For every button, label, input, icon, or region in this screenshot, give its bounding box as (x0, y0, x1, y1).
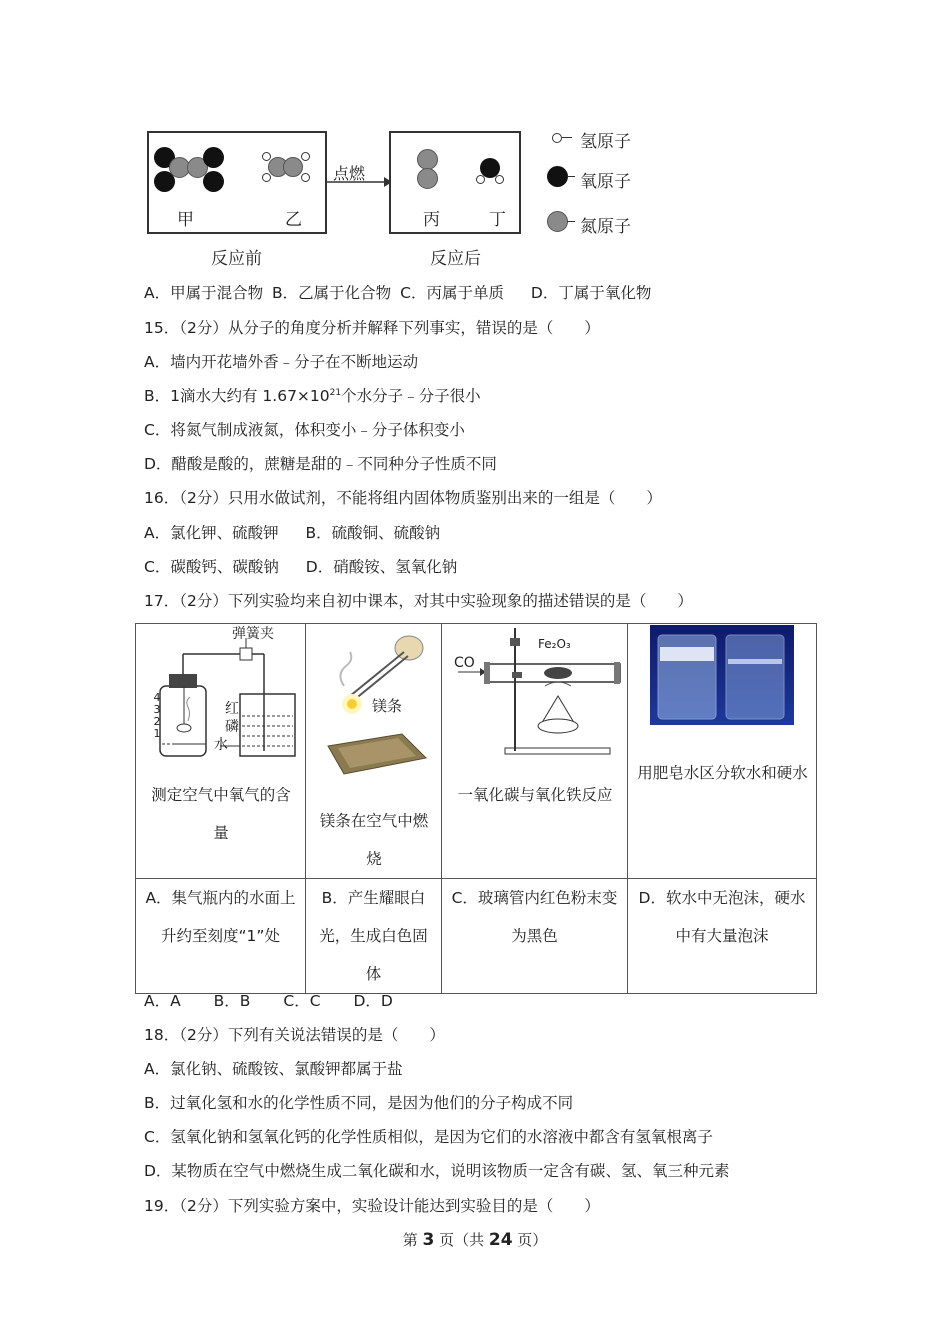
footer-page: 3 (422, 1230, 435, 1250)
footer-middle: 页（共 (434, 1231, 489, 1249)
soap-water-photo (650, 625, 794, 725)
phosphorus-label: 红磷 (225, 701, 239, 735)
water-label: 水 (214, 737, 228, 753)
nitrogen-atom (417, 168, 438, 189)
option-d-desc: D．软水中无泡沫，硬水中有大量泡沫 (628, 879, 817, 994)
q15-option-b-tail: 个水分子﹣分子很小 (341, 387, 481, 405)
q15-option-a[interactable]: A．墙内开花墙外香﹣分子在不断地运动 (144, 353, 419, 371)
experiment-1-caption: 测定空气中氧气的含量 (151, 786, 291, 842)
footer-suffix: 页） (512, 1231, 548, 1249)
magnesium-label: 镁条 (372, 697, 403, 715)
q14-option-d[interactable]: D．丁属于氧化物 (530, 284, 652, 302)
experiment-image-row (136, 624, 817, 879)
q16-stem: 16．（2分）只用水做试剂，不能将组内固体物质鉴别出来的一组是（ ） (144, 489, 662, 507)
q15-stem: 15．（2分）从分子的角度分析并解释下列事实，错误的是（ ） (144, 319, 600, 337)
q16-option-c[interactable]: C．碳酸钙、碳酸钠 (144, 558, 279, 576)
nitrogen-legend-icon (547, 211, 568, 232)
experiment-4-caption: 用肥皂水区分软水和硬水 (637, 764, 808, 782)
q17-option-a[interactable]: A．A (144, 992, 181, 1010)
scale-mark: 1 (153, 727, 161, 740)
q17-option-d[interactable]: D．D (353, 992, 393, 1010)
fe2o3-label: Fe₂O₃ (538, 637, 571, 651)
co-label: CO (454, 655, 475, 671)
q17-option-b[interactable]: B．B (213, 992, 251, 1010)
q14-option-b[interactable]: B．乙属于化合物 (272, 284, 392, 302)
q17-option-c[interactable]: C．C (283, 992, 321, 1010)
page-footer (0, 1229, 950, 1250)
q17-stem: 17．（2分）下列实验均来自初中课本，对其中实验现象的描述错误的是（ ） (144, 592, 693, 610)
oxygen-legend-icon (547, 166, 568, 187)
footer-prefix: 第 (402, 1231, 423, 1249)
experiment-4-cell (628, 624, 817, 879)
q16-option-b[interactable]: B．硫酸铜、硫酸钠 (305, 524, 441, 542)
clip-label: 弹簧夹 (232, 626, 274, 642)
oxygen-atom (203, 147, 224, 168)
q18-option-a[interactable]: A．氯化钠、硫酸铵、氯酸钾都属于盐 (144, 1060, 403, 1078)
jar-scale (153, 692, 161, 740)
q15-option-c[interactable]: C．将氮气制成液氮，体积变小﹣分子体积变小 (144, 421, 465, 439)
label-bing: 丙 (423, 210, 440, 230)
q16-option-d[interactable]: D．硝酸铵、氢氧化钠 (305, 558, 458, 576)
arrow-label: 点燃 (333, 164, 366, 183)
label-yi: 乙 (285, 210, 302, 230)
before-label: 反应前 (211, 249, 262, 269)
q15-option-d[interactable]: D．醋酸是酸的，蔗糖是甜的﹣不同种分子性质不同 (144, 455, 497, 473)
experiment-3-caption: 一氧化碳与氧化铁反应 (457, 786, 613, 804)
before-box (147, 131, 327, 234)
nitrogen-atom (283, 157, 303, 177)
nitrogen-atom (417, 149, 438, 170)
q14-option-c[interactable]: C．丙属于单质 (400, 284, 504, 302)
option-a-desc: A．集气瓶内的水面上升约至刻度“1”处 (136, 879, 306, 994)
option-c-desc: C．玻璃管内红色粉末变为黑色 (442, 879, 628, 994)
experiment-table (135, 623, 817, 994)
q18-option-b[interactable]: B．过氧化氢和水的化学性质不同，是因为他们的分子构成不同 (144, 1094, 574, 1112)
q19-stem: 19．（2分）下列实验方案中，实验设计能达到实验目的是（ ） (144, 1197, 600, 1215)
hydrogen-atom (495, 175, 504, 184)
experiment-desc-row (136, 879, 817, 994)
after-box (389, 131, 521, 234)
q15-option-b[interactable] (144, 386, 481, 406)
hydrogen-atom (301, 173, 310, 182)
experiment-2-cell (306, 624, 442, 879)
q18-option-c[interactable]: C．氢氧化钠和氢氧化钙的化学性质相似，是因为它们的水溶液中都含有氢氧根离子 (144, 1128, 713, 1146)
legend-nitrogen: 氮原子 (580, 217, 631, 237)
label-jia: 甲 (177, 210, 194, 230)
q15-option-b-exponent: 21 (329, 387, 342, 398)
hydrogen-atom (262, 173, 271, 182)
hydrogen-legend-icon (552, 133, 562, 143)
experiment-1-cell (136, 624, 306, 879)
q14-options (144, 283, 651, 303)
scale-mark: 4 (153, 691, 161, 704)
hydrogen-atom (476, 175, 485, 184)
scale-mark: 2 (153, 715, 161, 728)
option-b-desc: B．产生耀眼白光，生成白色固体 (306, 879, 442, 994)
q16-option-a[interactable]: A．氯化钾、硫酸钾 (144, 524, 279, 542)
footer-total: 24 (488, 1230, 513, 1250)
experiment-3-cell (442, 624, 628, 879)
label-ding: 丁 (489, 210, 506, 230)
scale-mark: 3 (153, 703, 161, 716)
oxygen-atom (203, 171, 224, 192)
q17-options (144, 991, 393, 1011)
q16-options-row1 (144, 523, 440, 543)
co-reduction-drawing (450, 626, 622, 756)
q16-options-row2 (144, 557, 457, 577)
q18-option-d[interactable]: D．某物质在空气中燃烧生成二氧化碳和水，说明该物质一定含有碳、氢、氧三种元素 (144, 1162, 730, 1180)
legend-oxygen: 氧原子 (580, 172, 631, 192)
q14-option-a[interactable]: A．甲属于混合物 (144, 284, 264, 302)
legend-hydrogen: 氢原子 (580, 132, 631, 152)
q15-option-b-text: B．1滴水大约有 1.67×10 (144, 387, 330, 405)
hydrogen-atom (301, 152, 310, 161)
experiment-2-caption: 镁条在空气中燃烧 (319, 812, 429, 868)
q18-stem: 18．（2分）下列有关说法错误的是（ ） (144, 1026, 445, 1044)
after-label: 反应后 (430, 249, 481, 269)
